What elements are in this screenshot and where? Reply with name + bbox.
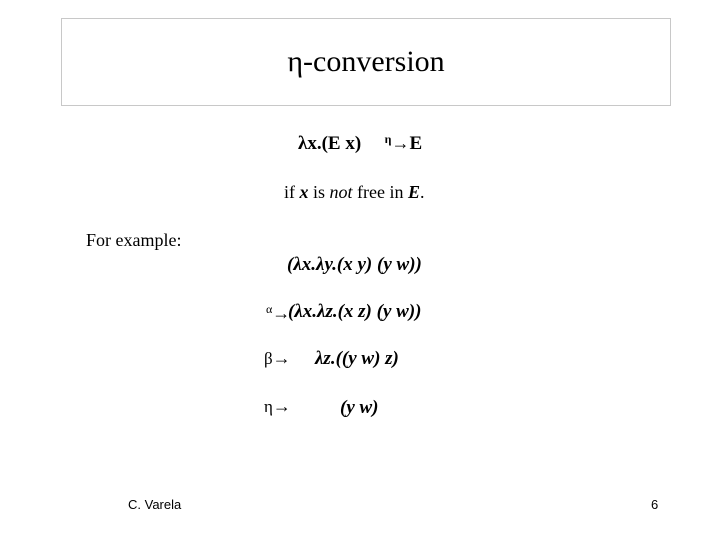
example-start-expression: (λx.λy.(x y) (y w)) xyxy=(287,254,422,275)
rule-right: E xyxy=(409,133,423,154)
eta-symbol: η xyxy=(264,397,273,416)
rule-arrow: → xyxy=(391,133,410,153)
condition-var: x xyxy=(299,182,309,202)
condition-expr: E xyxy=(408,182,421,202)
eta-result: (y w) xyxy=(340,397,379,418)
beta-symbol: β xyxy=(264,349,273,368)
rule-symbol: η xyxy=(384,132,392,146)
alpha-arrow: → xyxy=(272,303,291,323)
condition-suffix: free in xyxy=(352,182,408,202)
slide-title: η-conversion xyxy=(287,45,445,78)
condition-prefix: if xyxy=(284,182,300,202)
condition-not: not xyxy=(329,182,353,202)
rule-condition xyxy=(284,182,425,203)
alpha-symbol: α xyxy=(266,302,273,316)
eta-arrow: → xyxy=(272,396,291,416)
eta-rule xyxy=(298,132,422,155)
condition-mid: is xyxy=(308,182,330,202)
beta-arrow: → xyxy=(272,348,291,368)
eta-step xyxy=(264,396,291,417)
beta-result: λz.((y w) z) xyxy=(315,348,399,369)
alpha-result: (λx.λz.(x z) (y w)) xyxy=(288,301,422,322)
rule-left: λx.(E x) xyxy=(298,133,362,154)
alpha-step xyxy=(266,302,290,324)
example-label: For example: xyxy=(86,230,182,250)
condition-end: . xyxy=(420,182,425,202)
page-number: 6 xyxy=(651,497,659,512)
beta-step xyxy=(264,348,291,369)
title-box xyxy=(61,18,671,106)
footer-author: C. Varela xyxy=(128,497,182,512)
